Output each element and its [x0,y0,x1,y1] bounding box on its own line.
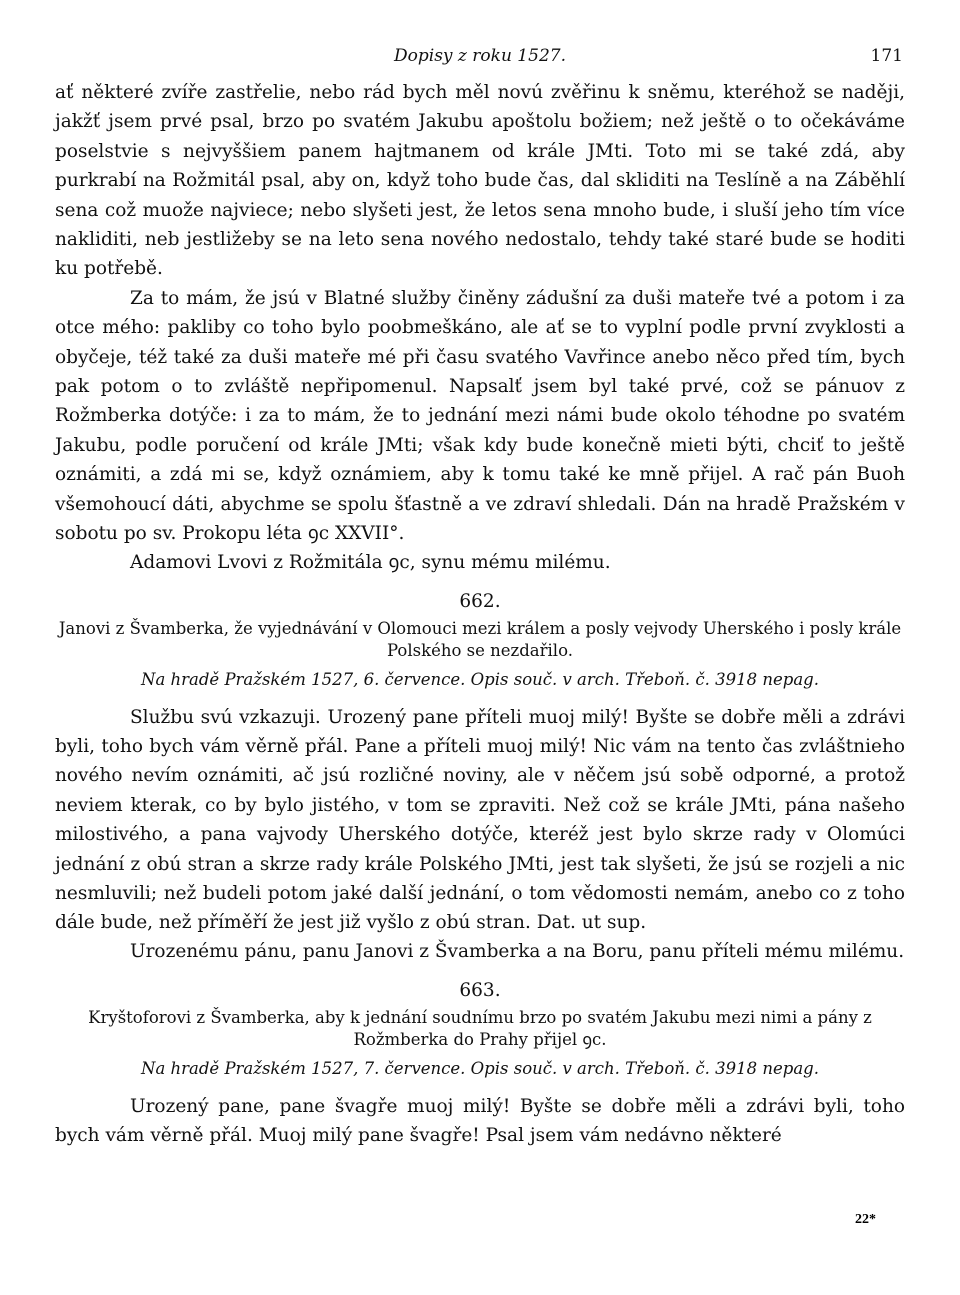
running-title: Dopisy z roku 1527. [394,46,566,66]
letter-address: Adamovi Lvovi z Rožmitála ꝯc, synu mému milému. [130,551,611,573]
letter-number: 663. [459,979,501,1001]
letter-text: Službu svú vzkazuji. Urozený pane příteli muoj milý! Byšte se dobře měli a zdrávi byli, toho bych vám věrně přál. Pane a příteli muoj milý! Nic vám na tento čas zvláštnieho nového nevím oznámiti, ač jsú rozličné noviny, ale v něčem jsú sobě odporné, a protož neviem kterak, co by bylo jistého, v tom se zpraviti. Než což se krále JMti, pána našeho milostivého, a pana vajvody Uherského dotýče, kteréž jest bylo skrze rady v Olomúci jednání z obú stran a skrze rady krále Polského JMti, jest tak slyšeti, že jsú se rozjeli a nic nesmluvili; než budeli potom jaké další jednání, o tom vědomosti nemám, anebo co z toho dále bude, než příměří že jest již vyšlo z obú stran. Dat. ut sup. [55,706,905,934]
page-header [55,40,905,78]
letter-regest: Janovi z Švamberka, že vyjednávání v Olomouci mezi králem a posly vejvody Uherského i posly krále Polského se nezdařilo. [58,618,902,660]
letter-address: Urozenému pánu, panu Janovi z Švamberka a na Boru, panu příteli mému milému. [130,940,905,962]
continuation-paragraph: ať některé zvíře zastřelie, nebo rád bych měl novú zvěřinu k sněmu, kteréhož se naději, jakžť jsem prvé psal, brzo po svatém Jakubu apoštolu božiem; než ještě o to očekáváme poselstvie s nejvyššiem panem hajtmanem od krále JMti. Toto mi se také zdá, aby purkrabí na Rožmitál psal, aby on, když toho bude čas, dal skliditi na Teslíně a na Záběhlí sena což muože najviece; nebo slyšeti jest, že letos sena mnoho bude, i sluší jeho tím více nakliditi, neb jestližeby se na leto sena nového nedostalo, tehdy také staré bude se hoditi ku potřebě. [55,82,905,280]
letter-number: 662. [459,590,501,612]
book-page [55,40,905,1151]
letter-source-note: Na hradě Pražském 1527, 7. července. Opis souč. v arch. Třeboň. č. 3918 nepag. [141,1058,819,1078]
letter-source-note: Na hradě Pražském 1527, 6. července. Opis souč. v arch. Třeboň. č. 3918 nepag. [141,669,819,689]
signature-mark: 22* [855,1212,876,1227]
continuation-paragraph-2: Za to mám, že jsú v Blatné služby činěny zádušní za duši mateře tvé a potom i za otce mého: pakliby co toho bylo poobmeškáno, ale ať se to vyplní podle první zvyklosti a obyčeje, též také za duši mateře mé při času svatého Vavřince anebo něco před tím, bych pak potom o to zvláště nepřipomenul. Napsalť jsem byl také prvé, což se pánuov z Rožmberka dotýče: i za to mám, že to jednání mezi námi bude okolo téhodne po svatém Jakubu, podle poručení od krále JMti; však kdy bude konečně mieti býti, chciť to ještě oznámiti, a zdá mi se, když oznámiem, aby k tomu také ke mně přijel. A rač pán Buoh všemohoucí dáti, abychme se spolu šťastně a ve zdraví shledali. Dán na hradě Pražském v sobotu po sv. Prokopu léta ꝯc XXVII°. [55,287,905,545]
letter-text: Urozený pane, pane švagře muoj milý! Byšte se dobře měli a zdrávi byli, toho bych vám věrně přál. Muoj milý pane švagře! Psal jsem vám nedávno některé [55,1095,905,1147]
page-number: 171 [870,46,903,66]
letter-regest: Kryštoforovi z Švamberka, aby k jednání soudnímu brzo po svatém Jakubu mezi nimi a pány z Rožmberka do Prahy přijel ꝯc. [88,1007,872,1049]
